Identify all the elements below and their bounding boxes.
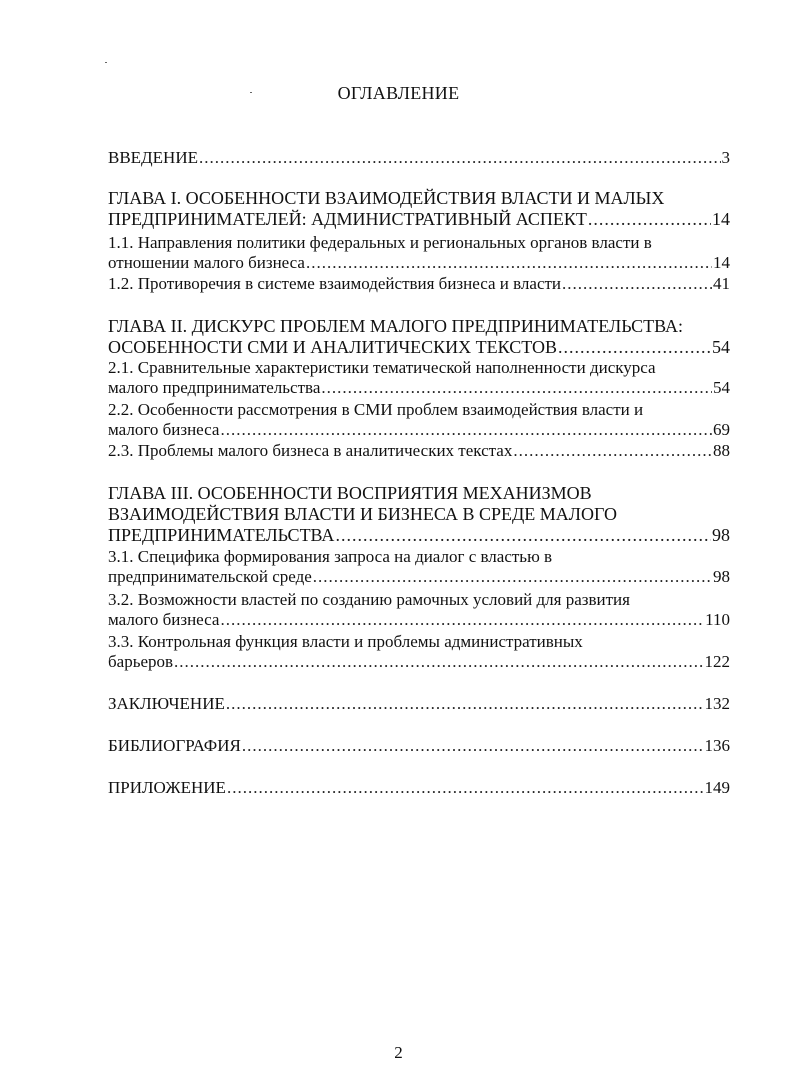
toc-page-number: 3 (721, 148, 730, 167)
dot-leader (558, 337, 711, 358)
toc-entry-text: ВВЕДЕНИЕ (108, 148, 198, 167)
page-number: 2 (394, 1043, 403, 1062)
toc-page-number: 14 (712, 209, 730, 229)
toc-entry-chapter-2 (108, 316, 730, 358)
toc-entry-text: 3.2. Возможности властей по созданию рамочных условий для развития (108, 590, 630, 609)
dot-leader (174, 652, 703, 672)
toc-page-number: 110 (705, 610, 730, 629)
dot-leader (227, 778, 704, 798)
toc-entry-section-2-3 (108, 441, 730, 461)
toc-page-number: 41 (713, 274, 730, 293)
toc-entry-text: 3.1. Специфика формирования запроса на диалог с властью в (108, 547, 553, 566)
toc-entry-text: ГЛАВА III. ОСОБЕННОСТИ ВОСПРИЯТИЯ МЕХАНИЗМОВ (108, 483, 592, 503)
toc-entry-text: БИБЛИОГРАФИЯ (108, 736, 241, 755)
dot-leader (306, 253, 712, 273)
toc-page-number: 98 (713, 567, 730, 586)
toc-entry-text: ГЛАВА II. ДИСКУРС ПРОБЛЕМ МАЛОГО ПРЕДПРИНИМАТЕЛЬСТВА: (108, 316, 683, 336)
toc-entry-text: барьеров (108, 652, 174, 671)
toc-page-number: 54 (712, 337, 730, 357)
page-title: ОГЛАВЛЕНИЕ (337, 83, 460, 103)
toc-entry-section-3-2 (108, 590, 730, 630)
toc-page-number: 132 (704, 694, 730, 713)
toc-page-number: 98 (712, 525, 730, 545)
toc-entry-text: ВЗАИМОДЕЙСТВИЯ ВЛАСТИ И БИЗНЕСА В СРЕДЕ МАЛОГО (108, 504, 617, 524)
toc-entry-text: отношении малого бизнеса (108, 253, 305, 272)
toc-page-number: 14 (713, 253, 730, 272)
toc-entry-text: 2.2. Особенности рассмотрения в СМИ проблем взаимодействия власти и (108, 400, 644, 419)
toc-entry-text: 3.3. Контрольная функция власти и проблемы административных (108, 632, 583, 651)
dot-leader (588, 209, 711, 230)
dot-leader (313, 567, 712, 587)
toc-entry-text: ПРЕДПРИНИМАТЕЛЕЙ: АДМИНИСТРАТИВНЫЙ АСПЕКТ (108, 209, 587, 229)
toc-entry-section-1-1 (108, 233, 730, 273)
toc-entry-chapter-3 (108, 483, 730, 546)
toc-entry-text: 1.1. Направления политики федеральных и региональных органов власти в (108, 233, 652, 252)
dot-leader (220, 610, 704, 630)
toc-entry-section-1-2 (108, 274, 730, 294)
dot-leader (220, 420, 712, 440)
toc-entry-text: ПРИЛОЖЕНИЕ (108, 778, 226, 797)
toc-entry-chapter-1 (108, 188, 730, 230)
toc-entry-conclusion (108, 694, 730, 714)
dot-leader (513, 441, 712, 461)
toc-page-number: 122 (704, 652, 730, 671)
toc-entry-text: 2.1. Сравнительные характеристики тематической наполненности дискурса (108, 358, 656, 377)
toc-entry-text: 2.3. Проблемы малого бизнеса в аналитических текстах (108, 441, 513, 460)
toc-entry-section-3-3 (108, 632, 730, 672)
scan-speck (105, 62, 107, 63)
toc-page-number: 54 (713, 378, 730, 397)
toc-entry-text: малого предпринимательства (108, 378, 321, 397)
toc-entry-text: предпринимательской среде (108, 567, 312, 586)
toc-entry-section-3-1 (108, 547, 730, 587)
toc-entry-section-2-1 (108, 358, 730, 398)
toc-entry-text: ЗАКЛЮЧЕНИЕ (108, 694, 225, 713)
dot-leader (335, 525, 711, 546)
dot-leader (199, 148, 721, 168)
toc-page-number: 88 (713, 441, 730, 460)
toc-entry-text: ОСОБЕННОСТИ СМИ И АНАЛИТИЧЕСКИХ ТЕКСТОВ (108, 337, 557, 357)
dot-leader (242, 736, 704, 756)
dot-leader (321, 378, 712, 398)
toc-entry-section-2-2 (108, 400, 730, 440)
toc-entry-text: малого бизнеса (108, 420, 220, 439)
toc-page-number: 136 (704, 736, 730, 755)
dot-leader (226, 694, 704, 714)
toc-entry-bibliography (108, 736, 730, 756)
toc-page-number: 149 (704, 778, 730, 797)
toc-entry-appendix (108, 778, 730, 798)
toc-entry-text: ПРЕДПРИНИМАТЕЛЬСТВА (108, 525, 335, 545)
dot-leader (562, 274, 712, 294)
toc-entry-introduction (108, 148, 730, 168)
toc-page-number: 69 (713, 420, 730, 439)
toc-entry-text: малого бизнеса (108, 610, 220, 629)
toc-entry-text: 1.2. Противоречия в системе взаимодействия бизнеса и власти (108, 274, 562, 293)
toc-entry-text: ГЛАВА I. ОСОБЕННОСТИ ВЗАИМОДЕЙСТВИЯ ВЛАСТИ И МАЛЫХ (108, 188, 665, 208)
